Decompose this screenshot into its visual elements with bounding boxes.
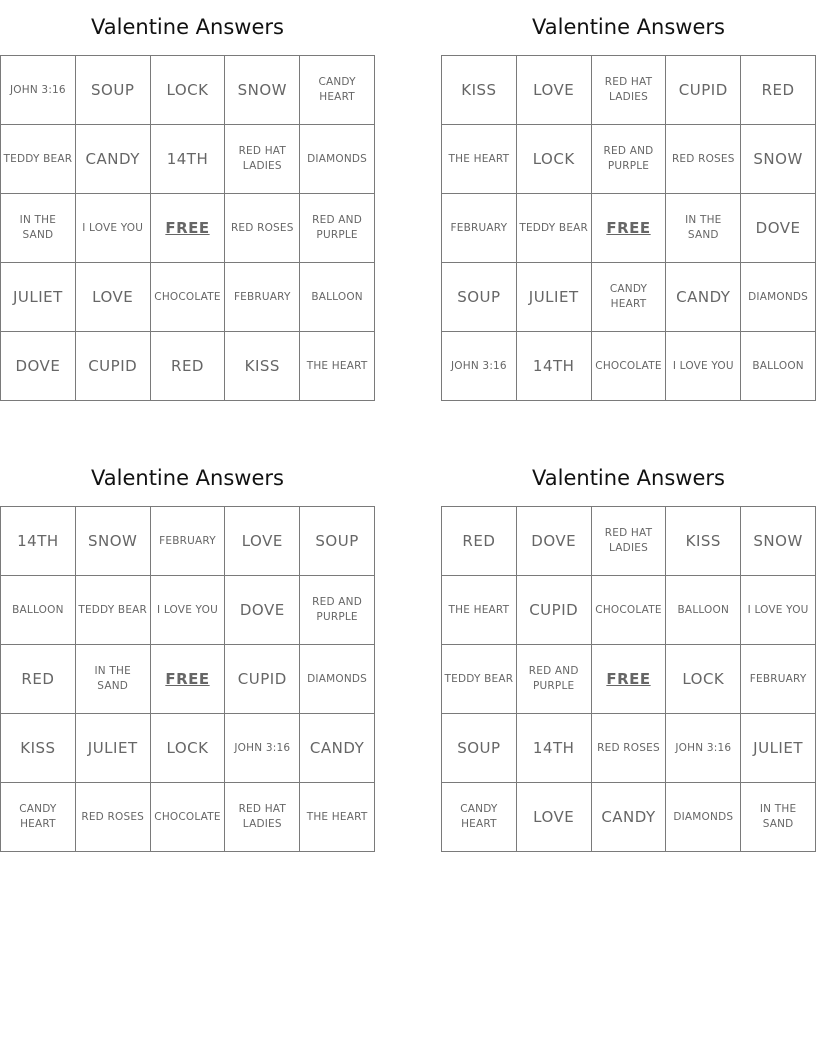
bingo-grid xyxy=(0,55,375,401)
bingo-cell: RED ROSES xyxy=(591,714,666,783)
bingo-cell: RED HAT LADIES xyxy=(591,507,666,576)
bingo-cell: RED HAT LADIES xyxy=(591,56,666,125)
bingo-cell: JOHN 3:16 xyxy=(1,56,76,125)
bingo-cell: SNOW xyxy=(741,507,816,576)
grid-row xyxy=(1,507,375,576)
bingo-cell: I LOVE YOU xyxy=(666,332,741,401)
bingo-cell: CHOCOLATE xyxy=(150,783,225,852)
bingo-cell: CHOCOLATE xyxy=(591,576,666,645)
bingo-cell: LOVE xyxy=(225,507,300,576)
bingo-cell: LOVE xyxy=(75,263,150,332)
bingo-cell: THE HEART xyxy=(442,125,517,194)
bingo-cell: LOVE xyxy=(516,783,591,852)
bingo-cell: TEDDY BEAR xyxy=(442,645,517,714)
bingo-cell: LOCK xyxy=(666,645,741,714)
bingo-cell: SNOW xyxy=(741,125,816,194)
bingo-cell: RED ROSES xyxy=(75,783,150,852)
bingo-cell: CANDY xyxy=(666,263,741,332)
bingo-grid xyxy=(441,506,816,852)
bingo-cell: CUPID xyxy=(516,576,591,645)
free-space-cell: FREE xyxy=(150,645,225,714)
bingo-cell: 14TH xyxy=(1,507,76,576)
bingo-cell: TEDDY BEAR xyxy=(75,576,150,645)
bingo-cell: CUPID xyxy=(75,332,150,401)
bingo-card-4 xyxy=(441,463,816,852)
bingo-cell: DIAMONDS xyxy=(741,263,816,332)
bingo-cell: CANDY xyxy=(591,783,666,852)
bingo-cell: FEBRUARY xyxy=(150,507,225,576)
grid-row xyxy=(1,125,375,194)
bingo-cell: SOUP xyxy=(442,714,517,783)
bingo-cell: CHOCOLATE xyxy=(150,263,225,332)
bingo-cell: SNOW xyxy=(75,507,150,576)
bingo-cell: CANDY HEART xyxy=(1,783,76,852)
bingo-cell: IN THE SAND xyxy=(75,645,150,714)
bingo-cell: RED ROSES xyxy=(225,194,300,263)
bingo-cell: THE HEART xyxy=(300,332,375,401)
grid-row xyxy=(1,56,375,125)
bingo-cell: KISS xyxy=(1,714,76,783)
bingo-cell: DOVE xyxy=(1,332,76,401)
card-title: Valentine Answers xyxy=(532,466,725,490)
bingo-cell: CHOCOLATE xyxy=(591,332,666,401)
bingo-cell: RED AND PURPLE xyxy=(300,194,375,263)
bingo-cell: LOVE xyxy=(516,56,591,125)
grid-row xyxy=(1,645,375,714)
bingo-cell: THE HEART xyxy=(300,783,375,852)
bingo-cell: LOCK xyxy=(150,714,225,783)
bingo-cell: FEBRUARY xyxy=(741,645,816,714)
bingo-cell: SOUP xyxy=(300,507,375,576)
free-space-cell: FREE xyxy=(591,645,666,714)
bingo-cell: CUPID xyxy=(666,56,741,125)
bingo-cell: JULIET xyxy=(1,263,76,332)
bingo-cell: KISS xyxy=(666,507,741,576)
bingo-cell: RED HAT LADIES xyxy=(225,125,300,194)
grid-row xyxy=(1,263,375,332)
grid-row xyxy=(442,194,816,263)
bingo-cell: SNOW xyxy=(225,56,300,125)
bingo-cell: JOHN 3:16 xyxy=(442,332,517,401)
grid-row xyxy=(442,332,816,401)
bingo-cell: THE HEART xyxy=(442,576,517,645)
bingo-cell: BALLOON xyxy=(300,263,375,332)
grid-row xyxy=(1,576,375,645)
bingo-cell: RED AND PURPLE xyxy=(300,576,375,645)
bingo-grid xyxy=(441,55,816,401)
bingo-cell: IN THE SAND xyxy=(1,194,76,263)
bingo-cell: JOHN 3:16 xyxy=(666,714,741,783)
grid-row xyxy=(442,714,816,783)
bingo-cell: FEBRUARY xyxy=(442,194,517,263)
bingo-cell: RED xyxy=(741,56,816,125)
grid-row xyxy=(442,507,816,576)
bingo-cell: KISS xyxy=(225,332,300,401)
bingo-cell: RED xyxy=(1,645,76,714)
bingo-cell: IN THE SAND xyxy=(741,783,816,852)
grid-row xyxy=(442,783,816,852)
bingo-cell: RED AND PURPLE xyxy=(591,125,666,194)
grid-row xyxy=(442,56,816,125)
bingo-cell: CANDY HEART xyxy=(591,263,666,332)
bingo-cell: KISS xyxy=(442,56,517,125)
grid-row xyxy=(1,194,375,263)
card-title: Valentine Answers xyxy=(91,15,284,39)
bingo-cell: 14TH xyxy=(150,125,225,194)
grid-row xyxy=(442,263,816,332)
bingo-cell: DIAMONDS xyxy=(666,783,741,852)
bingo-cell: TEDDY BEAR xyxy=(1,125,76,194)
bingo-cell: RED HAT LADIES xyxy=(225,783,300,852)
bingo-cell: BALLOON xyxy=(1,576,76,645)
bingo-cell: CANDY HEART xyxy=(442,783,517,852)
bingo-cell: LOCK xyxy=(150,56,225,125)
free-space-cell: FREE xyxy=(591,194,666,263)
grid-row xyxy=(442,125,816,194)
bingo-cell: I LOVE YOU xyxy=(150,576,225,645)
bingo-cell: I LOVE YOU xyxy=(741,576,816,645)
bingo-cell: RED ROSES xyxy=(666,125,741,194)
bingo-cell: CUPID xyxy=(225,645,300,714)
bingo-cell: DOVE xyxy=(225,576,300,645)
bingo-cell: SOUP xyxy=(75,56,150,125)
card-title: Valentine Answers xyxy=(91,466,284,490)
grid-row xyxy=(442,576,816,645)
bingo-cell: DIAMONDS xyxy=(300,645,375,714)
bingo-cell: TEDDY BEAR xyxy=(516,194,591,263)
grid-row xyxy=(1,783,375,852)
bingo-card-1 xyxy=(0,12,375,401)
bingo-cell: DIAMONDS xyxy=(300,125,375,194)
bingo-cell: BALLOON xyxy=(666,576,741,645)
bingo-cell: JULIET xyxy=(75,714,150,783)
card-title: Valentine Answers xyxy=(532,15,725,39)
bingo-cell: FEBRUARY xyxy=(225,263,300,332)
free-space-cell: FREE xyxy=(150,194,225,263)
bingo-cell: BALLOON xyxy=(741,332,816,401)
bingo-cell: JULIET xyxy=(516,263,591,332)
bingo-cell: DOVE xyxy=(516,507,591,576)
bingo-card-2 xyxy=(441,12,816,401)
bingo-cell: LOCK xyxy=(516,125,591,194)
bingo-cell: RED AND PURPLE xyxy=(516,645,591,714)
bingo-grid xyxy=(0,506,375,852)
grid-row xyxy=(1,714,375,783)
bingo-cell: 14TH xyxy=(516,332,591,401)
bingo-cell: 14TH xyxy=(516,714,591,783)
bingo-cell: DOVE xyxy=(741,194,816,263)
bingo-cell: CANDY xyxy=(75,125,150,194)
bingo-card-3 xyxy=(0,463,375,852)
bingo-cell: SOUP xyxy=(442,263,517,332)
bingo-cell: JULIET xyxy=(741,714,816,783)
bingo-cell: I LOVE YOU xyxy=(75,194,150,263)
grid-row xyxy=(1,332,375,401)
bingo-cell: CANDY xyxy=(300,714,375,783)
bingo-cell: IN THE SAND xyxy=(666,194,741,263)
grid-row xyxy=(442,645,816,714)
bingo-cell: RED xyxy=(150,332,225,401)
bingo-cell: CANDY HEART xyxy=(300,56,375,125)
bingo-cell: RED xyxy=(442,507,517,576)
bingo-cell: JOHN 3:16 xyxy=(225,714,300,783)
